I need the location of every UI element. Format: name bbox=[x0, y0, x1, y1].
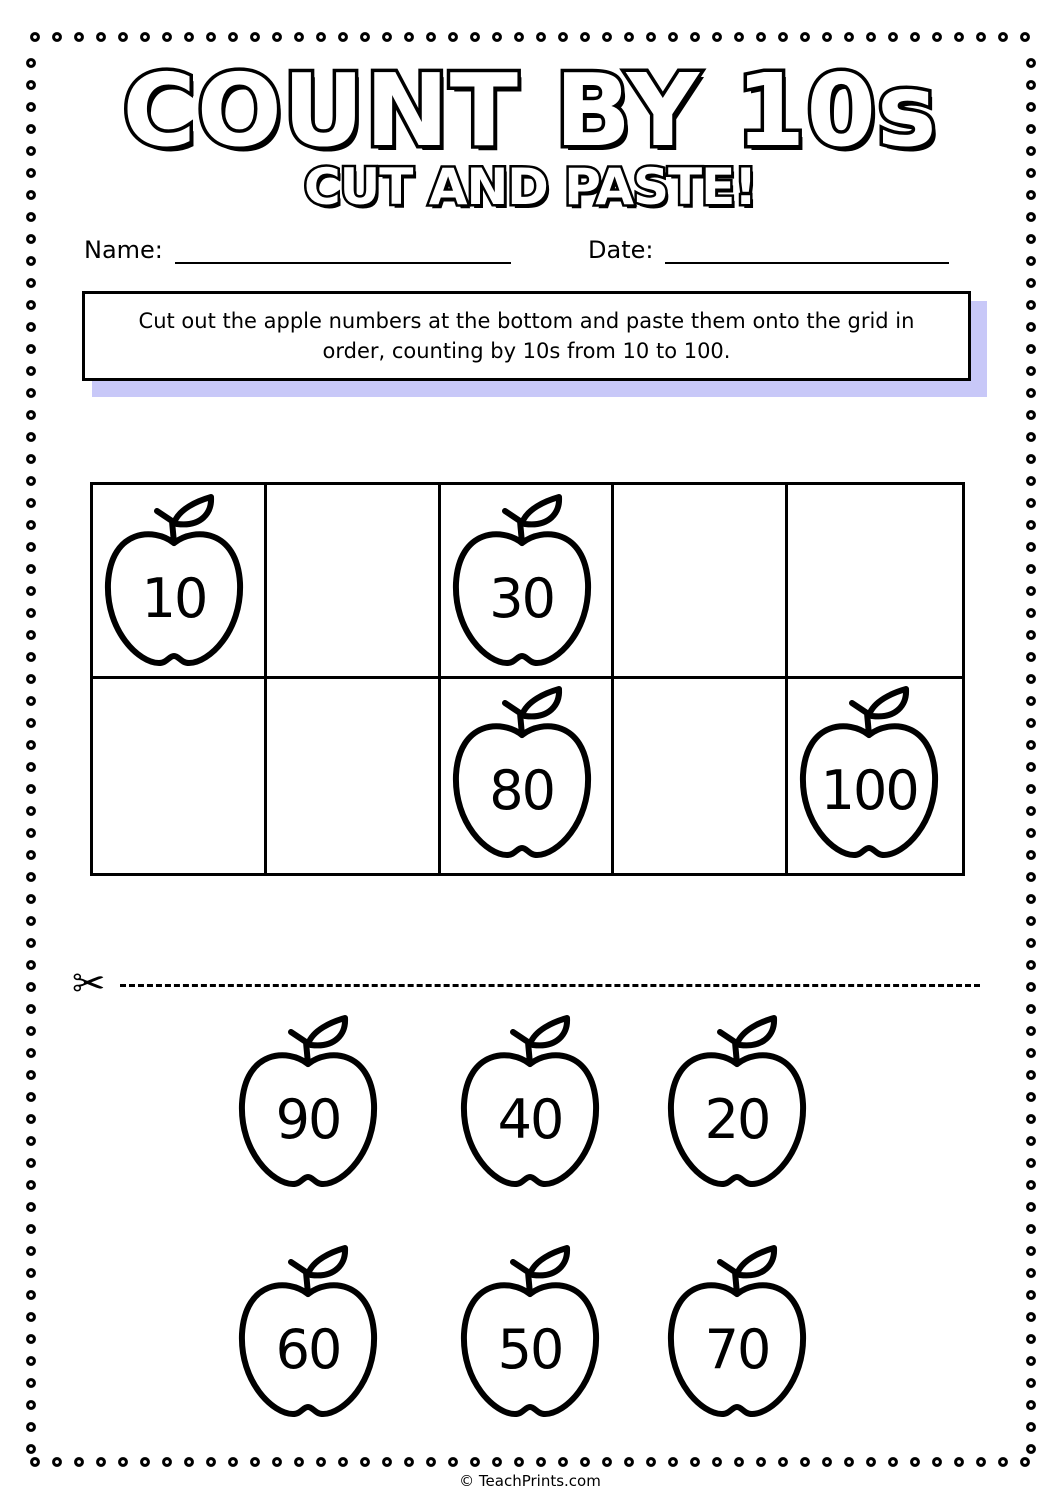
grid-cell[interactable] bbox=[441, 485, 615, 679]
name-label: Name: bbox=[84, 236, 163, 264]
apple-card[interactable] bbox=[662, 1012, 812, 1192]
border-dots-left bbox=[24, 52, 38, 1456]
footer-copyright: © TeachPrints.com bbox=[459, 1472, 601, 1490]
date-label: Date: bbox=[588, 236, 654, 264]
grid-cell[interactable] bbox=[614, 679, 788, 873]
apple-number: 80 bbox=[489, 759, 554, 822]
apple-card[interactable] bbox=[233, 1012, 383, 1192]
border-dots-right bbox=[1024, 52, 1038, 1456]
apple-card[interactable] bbox=[455, 1012, 605, 1192]
page-subtitle: CUT AND PASTE! bbox=[303, 158, 757, 216]
grid-cell[interactable] bbox=[441, 679, 615, 873]
number-grid bbox=[90, 482, 965, 876]
apple-card[interactable] bbox=[662, 1242, 812, 1422]
apple-number: 10 bbox=[141, 567, 207, 630]
scissors-icon: ✂ bbox=[72, 961, 106, 1007]
apple-card[interactable] bbox=[99, 491, 249, 671]
grid-cell[interactable] bbox=[788, 485, 962, 679]
grid-cell[interactable] bbox=[267, 485, 441, 679]
apple-card[interactable] bbox=[794, 683, 944, 863]
border-dots-bottom bbox=[24, 1455, 1040, 1469]
apple-number: 40 bbox=[497, 1088, 563, 1151]
date-field[interactable] bbox=[588, 236, 949, 264]
apple-number: 30 bbox=[489, 567, 554, 630]
instructions-text: Cut out the apple numbers at the bottom and paste them onto the grid in order, counting by 10s from 10 to 100. bbox=[138, 309, 915, 363]
border-dots-top bbox=[24, 30, 1040, 44]
apple-number: 90 bbox=[275, 1088, 341, 1151]
apple-card[interactable] bbox=[447, 491, 597, 671]
apple-number: 70 bbox=[704, 1318, 770, 1381]
apple-card[interactable] bbox=[455, 1242, 605, 1422]
grid-cell[interactable] bbox=[93, 679, 267, 873]
apple-card[interactable] bbox=[233, 1242, 383, 1422]
apple-number: 100 bbox=[820, 759, 918, 822]
grid-cell[interactable] bbox=[614, 485, 788, 679]
page-title: COUNT BY 10s bbox=[122, 52, 938, 169]
apple-number: 20 bbox=[704, 1088, 770, 1151]
apple-number: 60 bbox=[275, 1318, 341, 1381]
name-field[interactable] bbox=[84, 236, 511, 264]
instructions-box bbox=[82, 291, 971, 381]
name-line[interactable] bbox=[175, 236, 511, 264]
grid-cell[interactable] bbox=[267, 679, 441, 873]
apple-card[interactable] bbox=[447, 683, 597, 863]
cut-line bbox=[120, 984, 980, 987]
apple-number: 50 bbox=[497, 1318, 563, 1381]
grid-cell[interactable] bbox=[93, 485, 267, 679]
date-line[interactable] bbox=[665, 236, 949, 264]
grid-cell[interactable] bbox=[788, 679, 962, 873]
